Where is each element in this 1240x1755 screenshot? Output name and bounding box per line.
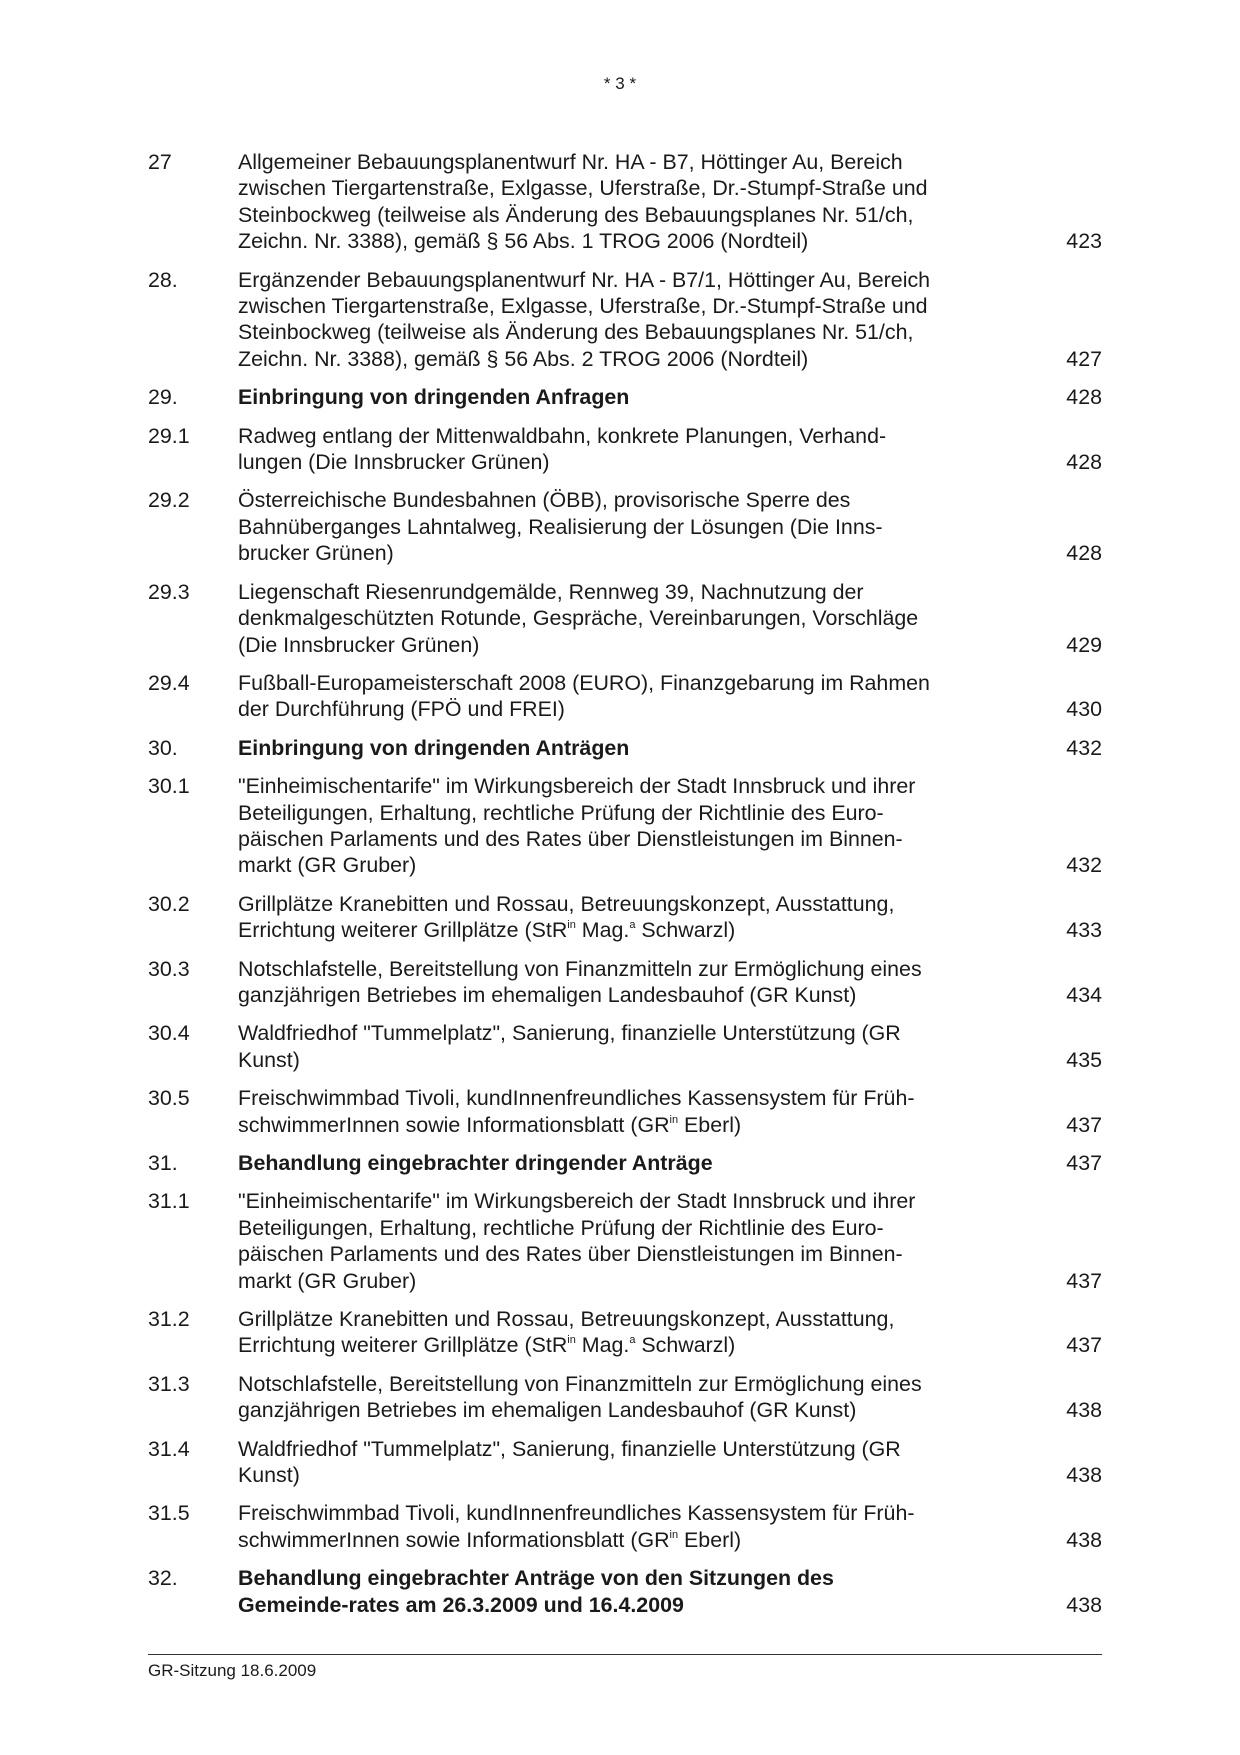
toc-entry-title bbox=[238, 423, 1013, 476]
text-run: Errichtung weiterer Grillplätze (StR bbox=[238, 1333, 568, 1358]
text-run: Allgemeiner Bebauungsplanentwurf Nr. HA - B7, Höttinger Au, Bereich bbox=[238, 150, 903, 174]
toc-entry-title bbox=[238, 384, 1013, 410]
text-run: markt (GR Gruber) bbox=[238, 1268, 417, 1293]
toc-entry-line bbox=[238, 384, 1013, 410]
toc-entry-title bbox=[238, 1500, 1013, 1553]
table-of-contents bbox=[148, 149, 1102, 1630]
text-run: Freischwimmbad Tivoli, kundInnenfreundliches Kassensystem für Früh- bbox=[238, 1086, 915, 1111]
toc-entry bbox=[148, 487, 1102, 566]
toc-entry-number: 31. bbox=[148, 1151, 178, 1175]
toc-entry-line bbox=[238, 696, 1013, 722]
toc-entry bbox=[148, 1371, 1102, 1424]
text-run: zwischen Tiergartenstraße, Exlgasse, Uferstraße, Dr.-Stumpf-Straße und bbox=[238, 176, 928, 201]
text-run: schwimmerInnen sowie Informationsblatt (GR bbox=[238, 1527, 670, 1552]
toc-entry-page: 430 bbox=[1066, 697, 1102, 722]
text-run: schwimmerInnen sowie Informationsblatt (GR bbox=[238, 1112, 670, 1137]
toc-entry-line bbox=[238, 579, 1013, 605]
toc-entry-number: 29.2 bbox=[148, 488, 190, 513]
toc-entry-line bbox=[238, 1150, 1013, 1176]
text-run: zwischen Tiergartenstraße, Exlgasse, Uferstraße, Dr.-Stumpf-Straße und bbox=[238, 294, 928, 319]
text-run: Einbringung von dringenden Anträgen bbox=[238, 735, 630, 760]
toc-entry-line bbox=[238, 1397, 1013, 1423]
toc-entry-line bbox=[238, 540, 1013, 566]
toc-entry-line bbox=[238, 228, 1013, 254]
text-run: Freischwimmbad Tivoli, kundInnenfreundliches Kassensystem für Früh- bbox=[238, 1501, 915, 1526]
text-run: denkmalgeschützten Rotunde, Gespräche, Vereinbarungen, Vorschläge bbox=[238, 606, 919, 631]
toc-entry-title bbox=[238, 1565, 1013, 1618]
superscript: a bbox=[629, 1334, 636, 1347]
toc-entry-line bbox=[238, 800, 1013, 826]
toc-entry-number: 31.2 bbox=[148, 1307, 190, 1332]
toc-entry-page: 428 bbox=[1066, 385, 1102, 410]
toc-entry-line bbox=[238, 1268, 1013, 1294]
toc-entry-line bbox=[238, 1332, 1013, 1358]
text-run: Steinbockweg (teilweise als Änderung des Bebauungsplanes Nr. 51/ch, bbox=[238, 202, 914, 227]
toc-entry-title bbox=[238, 579, 1013, 658]
toc-entry-line bbox=[238, 605, 1013, 631]
toc-entry-title bbox=[238, 487, 1013, 566]
toc-entry bbox=[148, 670, 1102, 723]
toc-entry-title bbox=[238, 1150, 1013, 1176]
text-run: ganzjährigen Betriebes im ehemaligen Landesbauhof (GR Kunst) bbox=[238, 1398, 857, 1423]
toc-entry-line bbox=[238, 956, 1013, 982]
toc-entry-number: 30. bbox=[148, 735, 178, 760]
toc-entry-number: 29.1 bbox=[148, 423, 190, 448]
toc-entry-number: 30.3 bbox=[148, 956, 190, 981]
toc-entry-line bbox=[238, 891, 1013, 917]
toc-entry-page: 432 bbox=[1066, 853, 1102, 878]
text-run: Schwarzl) bbox=[635, 1333, 736, 1358]
toc-entry-line bbox=[238, 1527, 1013, 1553]
toc-entry-title bbox=[238, 149, 1013, 255]
toc-entry bbox=[148, 1150, 1102, 1176]
text-run: Grillplätze Kranebitten und Rossau, Betreuungskonzept, Ausstattung, bbox=[238, 891, 895, 916]
toc-entry-number: 30.1 bbox=[148, 774, 190, 799]
text-run: Behandlung eingebrachter Anträge von den Sitzungen des bbox=[238, 1566, 834, 1591]
text-run: "Einheimischentarife" im Wirkungsbereich der Stadt Innsbruck und ihrer bbox=[238, 774, 916, 799]
toc-entry-line bbox=[238, 1188, 1013, 1214]
text-run: Einbringung von dringenden Anfragen bbox=[238, 385, 630, 410]
toc-entry-line bbox=[238, 175, 1013, 201]
toc-entry-line bbox=[238, 982, 1013, 1008]
toc-entry-number: 29.4 bbox=[148, 670, 190, 695]
text-run: Radweg entlang der Mittenwaldbahn, konkrete Planungen, Verhand- bbox=[238, 423, 887, 448]
toc-entry-number: 31.1 bbox=[148, 1189, 190, 1214]
text-run: Notschlafstelle, Bereitstellung von Finanzmitteln zur Ermöglichung eines bbox=[238, 956, 922, 981]
toc-entry-page: 428 bbox=[1066, 541, 1102, 566]
text-run: lungen (Die Innsbrucker Grünen) bbox=[238, 450, 550, 475]
toc-entry bbox=[148, 1500, 1102, 1553]
toc-entry-number: 28. bbox=[148, 267, 178, 292]
text-run: ganzjährigen Betriebes im ehemaligen Landesbauhof (GR Kunst) bbox=[238, 982, 857, 1007]
text-run: Fußball-Europameisterschaft 2008 (EURO), Finanzgebarung im Rahmen bbox=[238, 670, 930, 695]
toc-entry-page: 437 bbox=[1066, 1112, 1102, 1137]
text-run: Steinbockweg (teilweise als Änderung des Bebauungsplanes Nr. 51/ch, bbox=[238, 320, 914, 345]
toc-entry-number: 30.5 bbox=[148, 1086, 190, 1111]
toc-entry bbox=[148, 1436, 1102, 1489]
text-run: päischen Parlaments und des Rates über Dienstleistungen im Binnen- bbox=[238, 826, 903, 851]
toc-entry-page: 428 bbox=[1066, 450, 1102, 475]
superscript: a bbox=[629, 919, 636, 932]
toc-entry-title bbox=[238, 1436, 1013, 1489]
toc-entry-line bbox=[238, 1020, 1013, 1046]
toc-entry-line bbox=[238, 1085, 1013, 1111]
toc-entry-page: 438 bbox=[1066, 1527, 1102, 1552]
text-run: "Einheimischentarife" im Wirkungsbereich der Stadt Innsbruck und ihrer bbox=[238, 1189, 916, 1214]
toc-entry-page: 438 bbox=[1066, 1463, 1102, 1488]
toc-entry-line bbox=[238, 1462, 1013, 1488]
toc-entry-line bbox=[238, 852, 1013, 878]
toc-entry bbox=[148, 773, 1102, 879]
toc-entry bbox=[148, 1188, 1102, 1294]
toc-entry-line bbox=[238, 423, 1013, 449]
toc-entry-page: 432 bbox=[1066, 735, 1102, 760]
text-run: Mag. bbox=[575, 918, 630, 943]
text-run: Beteiligungen, Erhaltung, rechtliche Prüfung der Richtlinie des Euro- bbox=[238, 800, 884, 825]
toc-entry-line bbox=[238, 1371, 1013, 1397]
text-run: Behandlung eingebrachter dringender Anträge bbox=[238, 1151, 713, 1175]
toc-entry-number: 32. bbox=[148, 1566, 178, 1591]
toc-entry bbox=[148, 1020, 1102, 1073]
text-run: Liegenschaft Riesenrundgemälde, Rennweg 39, Nachnutzung der bbox=[238, 579, 864, 604]
toc-entry-line bbox=[238, 735, 1013, 761]
toc-entry-line bbox=[238, 346, 1013, 372]
toc-entry-line bbox=[238, 1112, 1013, 1138]
toc-entry-page: 437 bbox=[1066, 1268, 1102, 1293]
toc-entry-line bbox=[238, 514, 1013, 540]
text-run: Österreichische Bundesbahnen (ÖBB), provisorische Sperre des bbox=[238, 488, 851, 513]
toc-entry-page: 429 bbox=[1066, 632, 1102, 657]
text-run: Zeichn. Nr. 3388), gemäß § 56 Abs. 2 TROG 2006 (Nordteil) bbox=[238, 346, 809, 371]
toc-entry-page: 423 bbox=[1066, 229, 1102, 254]
text-run: Kunst) bbox=[238, 1047, 300, 1072]
superscript: in bbox=[567, 919, 576, 932]
toc-entry-number: 31.4 bbox=[148, 1436, 190, 1461]
toc-entry-line bbox=[238, 670, 1013, 696]
text-run: markt (GR Gruber) bbox=[238, 853, 417, 878]
text-run: Gemeinde-rates am 26.3.2009 und 16.4.2009 bbox=[238, 1592, 684, 1617]
toc-entry bbox=[148, 891, 1102, 944]
toc-entry-line bbox=[238, 917, 1013, 943]
toc-entry-page: 434 bbox=[1066, 982, 1102, 1007]
text-run: Eberl) bbox=[678, 1112, 742, 1137]
text-run: (Die Innsbrucker Grünen) bbox=[238, 632, 480, 657]
footer-text: GR-Sitzung 18.6.2009 bbox=[148, 1661, 317, 1680]
toc-entry bbox=[148, 149, 1102, 255]
toc-entry-page: 427 bbox=[1066, 346, 1102, 371]
superscript: in bbox=[567, 1334, 576, 1347]
toc-entry bbox=[148, 579, 1102, 658]
toc-entry bbox=[148, 735, 1102, 761]
toc-entry-number: 29. bbox=[148, 385, 178, 410]
text-run: Waldfriedhof "Tummelplatz", Sanierung, finanzielle Unterstützung (GR bbox=[238, 1436, 901, 1461]
toc-entry-line bbox=[238, 319, 1013, 345]
toc-entry-title bbox=[238, 1085, 1013, 1138]
toc-entry-line bbox=[238, 1500, 1013, 1526]
text-run: Mag. bbox=[575, 1333, 630, 1358]
superscript: in bbox=[669, 1528, 679, 1541]
toc-entry bbox=[148, 1306, 1102, 1359]
toc-entry-line bbox=[238, 202, 1013, 228]
text-run: Errichtung weiterer Grillplätze (StR bbox=[238, 918, 568, 943]
toc-entry-title bbox=[238, 267, 1013, 373]
toc-entry-line bbox=[238, 293, 1013, 319]
toc-entry bbox=[148, 267, 1102, 373]
text-run: Zeichn. Nr. 3388), gemäß § 56 Abs. 1 TROG 2006 (Nordteil) bbox=[238, 229, 809, 254]
toc-entry-page: 437 bbox=[1066, 1151, 1102, 1175]
toc-entry-title bbox=[238, 773, 1013, 879]
toc-entry-line bbox=[238, 1215, 1013, 1241]
toc-entry bbox=[148, 423, 1102, 476]
toc-entry bbox=[148, 1085, 1102, 1138]
toc-entry bbox=[148, 384, 1102, 410]
text-run: brucker Grünen) bbox=[238, 541, 394, 566]
toc-entry-line bbox=[238, 773, 1013, 799]
text-run: Waldfriedhof "Tummelplatz", Sanierung, finanzielle Unterstützung (GR bbox=[238, 1021, 901, 1046]
toc-entry-title bbox=[238, 1306, 1013, 1359]
text-run: Grillplätze Kranebitten und Rossau, Betreuungskonzept, Ausstattung, bbox=[238, 1307, 895, 1332]
toc-entry-number: 30.4 bbox=[148, 1021, 190, 1046]
toc-entry-line bbox=[238, 1306, 1013, 1332]
toc-entry-page: 438 bbox=[1066, 1592, 1102, 1617]
toc-entry-number: 31.3 bbox=[148, 1371, 190, 1396]
toc-entry-title bbox=[238, 735, 1013, 761]
toc-entry-page: 433 bbox=[1066, 918, 1102, 943]
footer-divider bbox=[148, 1654, 1102, 1655]
toc-entry-title bbox=[238, 1371, 1013, 1424]
toc-entry-title bbox=[238, 1020, 1013, 1073]
page-number: * 3 * bbox=[603, 74, 637, 93]
toc-entry-line bbox=[238, 149, 1013, 175]
toc-entry-title bbox=[238, 1188, 1013, 1294]
text-run: der Durchführung (FPÖ und FREI) bbox=[238, 697, 565, 722]
text-run: Eberl) bbox=[678, 1527, 742, 1552]
toc-entry-number: 27 bbox=[148, 150, 172, 174]
toc-entry-line bbox=[238, 632, 1013, 658]
text-run: Bahnüberganges Lahntalweg, Realisierung der Lösungen (Die Inns- bbox=[238, 514, 883, 539]
toc-entry-line bbox=[238, 1436, 1013, 1462]
superscript: in bbox=[669, 1113, 679, 1126]
text-run: Beteiligungen, Erhaltung, rechtliche Prüfung der Richtlinie des Euro- bbox=[238, 1215, 884, 1240]
toc-entry-line bbox=[238, 826, 1013, 852]
toc-entry-line bbox=[238, 267, 1013, 293]
text-run: Schwarzl) bbox=[635, 918, 736, 943]
toc-entry bbox=[148, 1565, 1102, 1618]
text-run: Kunst) bbox=[238, 1463, 300, 1488]
toc-entry-line bbox=[238, 1047, 1013, 1073]
text-run: päischen Parlaments und des Rates über Dienstleistungen im Binnen- bbox=[238, 1242, 903, 1267]
toc-entry-page: 435 bbox=[1066, 1047, 1102, 1072]
toc-entry-title bbox=[238, 956, 1013, 1009]
toc-entry-title bbox=[238, 670, 1013, 723]
toc-entry-line bbox=[238, 487, 1013, 513]
text-run: Ergänzender Bebauungsplanentwurf Nr. HA - B7/1, Höttinger Au, Bereich bbox=[238, 267, 931, 292]
toc-entry bbox=[148, 956, 1102, 1009]
toc-entry-page: 438 bbox=[1066, 1398, 1102, 1423]
toc-entry-title bbox=[238, 891, 1013, 944]
toc-entry-line bbox=[238, 449, 1013, 475]
text-run: Notschlafstelle, Bereitstellung von Finanzmitteln zur Ermöglichung eines bbox=[238, 1371, 922, 1396]
toc-entry-line bbox=[238, 1592, 1013, 1618]
toc-entry-number: 31.5 bbox=[148, 1501, 190, 1526]
toc-entry-number: 30.2 bbox=[148, 891, 190, 916]
toc-entry-page: 437 bbox=[1066, 1333, 1102, 1358]
toc-entry-line bbox=[238, 1241, 1013, 1267]
toc-entry-line bbox=[238, 1565, 1013, 1591]
toc-entry-number: 29.3 bbox=[148, 579, 190, 604]
